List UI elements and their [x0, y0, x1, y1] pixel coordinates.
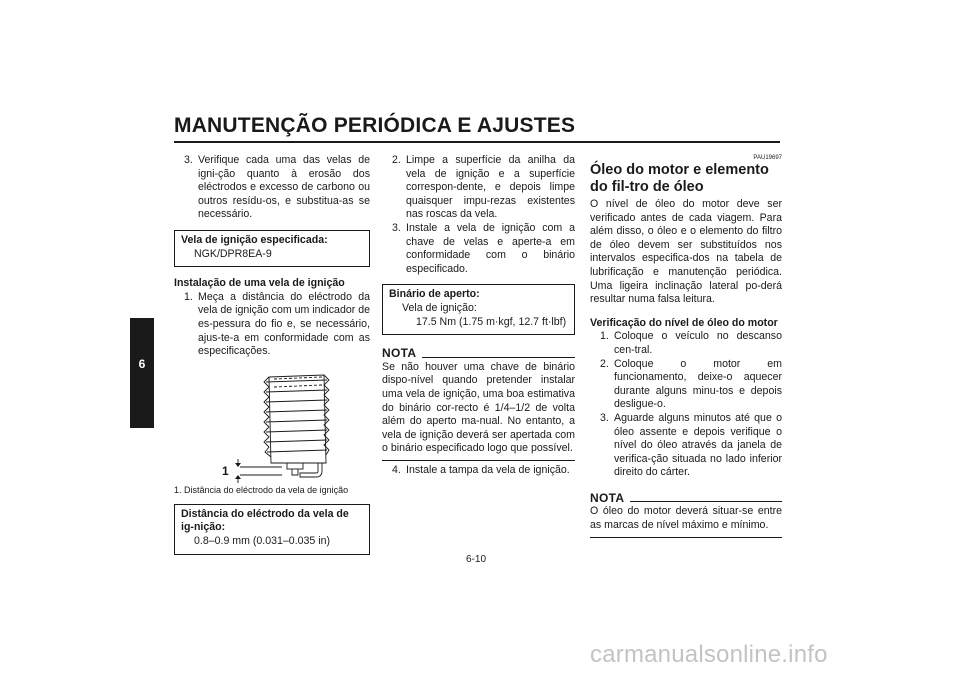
- step-number: 3.: [184, 154, 193, 166]
- section-subheading: Verificação do nível de óleo do motor: [590, 316, 778, 329]
- note-end-rule: [590, 537, 782, 538]
- step-number: 2.: [600, 357, 609, 370]
- spark-plug-figure: [174, 367, 370, 485]
- step-number: 2.: [392, 154, 401, 166]
- intro-paragraph: O nível de óleo do motor deve ser verificado antes de cada viagem. Para além disso, o óleo e o elemento do filtro de óleo devem ser substituídos nos intervalos especifica-dos na tabela de lubrificação e manutenção periódica. Uma ligeira inclinação lateral po-derá resultar numa falsa leitura.: [590, 198, 782, 306]
- list-item: [590, 412, 782, 480]
- step-text: Coloque o motor em funcionamento, deixe-o aquecer durante alguns minu-tos e depois desligue-o.: [614, 357, 782, 411]
- note-text: O óleo do motor deverá situar-se entre as marcas de nível máximo e mínimo.: [590, 505, 782, 532]
- note-text: Se não houver uma chave de binário dispo-nível quando pretender instalar uma vela de ignição, uma boa estimativa do binário cor-recto é 1/4–1/2 de volta além do aperto ma-nual. No entanto, a vela de ignição deverá ser apertada com o binário especificado logo que possível.: [382, 360, 575, 455]
- page-title: MANUTENÇÃO PERIÓDICA E AJUSTES: [174, 114, 576, 137]
- column-1: [174, 154, 370, 555]
- step-text: Limpe a superfície da anilha da vela de ignição e a superfície correspon-dente, e depois limpe quaisquer impu-rezas existentes nas roscas da vela.: [406, 154, 575, 221]
- step-number: 4.: [392, 463, 401, 476]
- note-heading: [382, 347, 575, 361]
- title-divider: [174, 141, 780, 143]
- list-item: [174, 154, 370, 222]
- spec-box-value: 0.8–0.9 mm (0.031–0.035 in): [194, 534, 331, 547]
- spec-box-title: Binário de aperto:: [389, 288, 480, 301]
- torque-spec-box: [382, 284, 575, 335]
- note-end-rule: [382, 460, 575, 461]
- figure-caption: 1. Distância do eléctrodo da vela de ignição: [174, 484, 349, 495]
- page-number: 6-10: [466, 554, 487, 565]
- spark-plug-spec-box: [174, 230, 370, 267]
- note-heading: [590, 492, 782, 506]
- step-number: 1.: [184, 290, 193, 303]
- note-label: NOTA: [382, 346, 417, 361]
- list-item: [382, 464, 575, 478]
- column-3: [590, 154, 782, 538]
- list-item: [590, 330, 782, 357]
- step-text: Aguarde alguns minutos até que o óleo assente e depois verifique o nível do óleo através da janela de verifica-ção situada no lado inferior direito do cárter.: [614, 411, 782, 479]
- watermark: carmanualsonline.info: [590, 641, 828, 668]
- list-item: [382, 154, 575, 222]
- chapter-tab: 6: [130, 318, 154, 428]
- step-text: Meça a distância do eléctrodo da vela de ignição com um indicador de es-pessura do fio e, se necessário, ajus-te-a em conformidade com as especificações.: [198, 290, 370, 358]
- spec-box-title: Vela de ignição especificada:: [181, 233, 328, 246]
- reference-code: PAU19697: [753, 155, 782, 161]
- spec-box-value: 17.5 Nm (1.75 m·kgf, 12.7 ft·lbf): [416, 315, 567, 328]
- list-item: [590, 358, 782, 412]
- note-label: NOTA: [590, 490, 625, 505]
- step-number: 3.: [600, 411, 609, 424]
- section-heading: Óleo do motor e elemento do fil-tro de óleo: [590, 162, 769, 195]
- spec-box-title: Distância do eléctrodo da vela de ig-nição:: [181, 507, 349, 534]
- list-item: [174, 291, 370, 359]
- step-number: 1.: [600, 330, 609, 343]
- spark-plug-gap-illustration: [174, 367, 370, 485]
- electrode-gap-spec-box: [174, 504, 370, 555]
- note-rule: [630, 501, 782, 502]
- spec-box-value: NGK/DPR8EA-9: [194, 247, 272, 260]
- step-text: Instale a vela de ignição com a chave de velas e aperte-a em conformidade com o binário especificado.: [406, 221, 575, 275]
- step-text: Verifique cada uma das velas de igni-ção quanto à erosão dos eléctrodos e excesso de carbono ou outros resídu-os, e substitua-as se necessário.: [198, 154, 370, 221]
- note-rule: [422, 357, 575, 358]
- step-number: 3.: [392, 221, 401, 234]
- list-item: [382, 222, 575, 276]
- section-subheading: Instalação de uma vela de ignição: [174, 277, 345, 290]
- step-text: Instale a tampa da vela de ignição.: [406, 463, 570, 476]
- spec-box-label: Vela de ignição:: [402, 301, 477, 314]
- step-text: Coloque o veículo no descanso cen-tral.: [614, 330, 782, 356]
- figure-callout: 1: [222, 463, 229, 478]
- column-2: [382, 154, 575, 477]
